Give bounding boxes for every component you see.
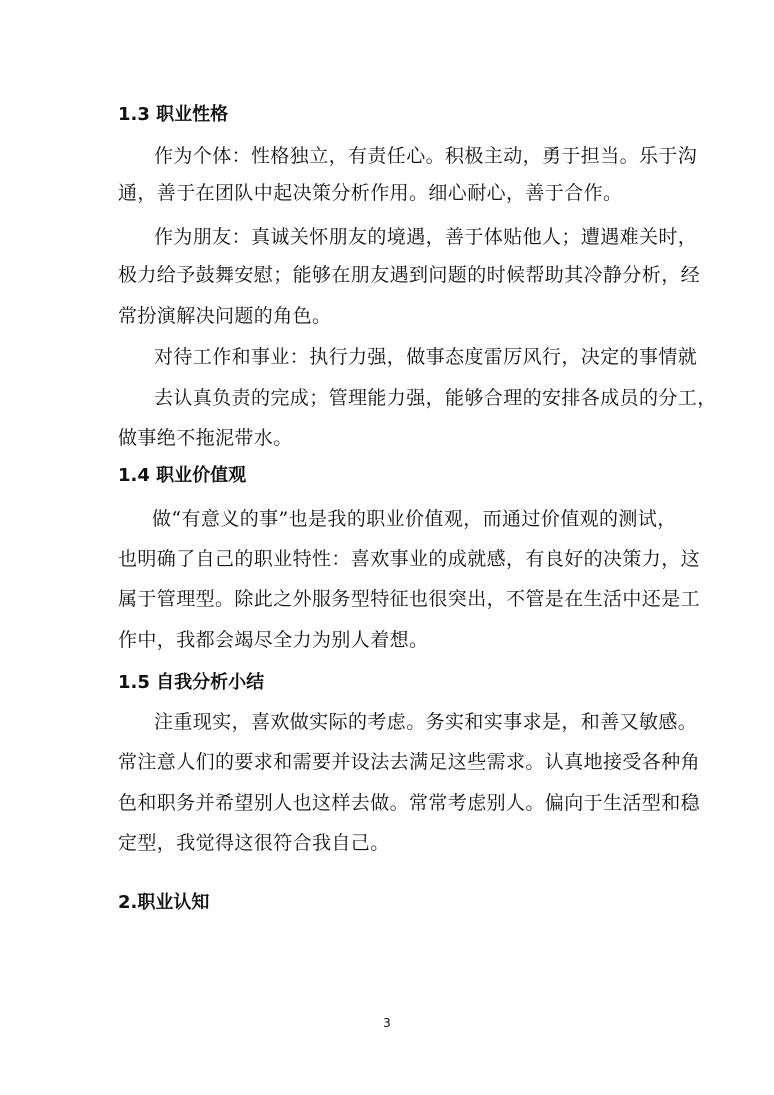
section-heading-1-4: 1.4 职业价值观 — [118, 465, 247, 486]
paragraph-line: 色和职务并希望别人也这样去做。常常考虑别人。偏向于生活型和稳 — [118, 792, 701, 814]
section-heading-1-5: 1.5 自我分析小结 — [118, 672, 265, 693]
paragraph-line: 也明确了自己的职业特性：喜欢事业的成就感，有良好的决策力，这 — [118, 548, 701, 570]
paragraph-line: 常注意人们的要求和需要并设法去满足这些需求。认真地接受各种角 — [118, 751, 701, 773]
paragraph-line: 做“有意义的事”也是我的职业价值观，而通过价值观的测试， — [152, 508, 677, 530]
paragraph-line: 作中，我都会竭尽全力为别人着想。 — [118, 629, 429, 651]
paragraph-line: 对待工作和事业：执行力强，做事态度雷厉风行，决定的事情就 — [154, 346, 698, 368]
paragraph-line: 定型，我觉得这很符合我自己。 — [118, 832, 390, 854]
paragraph-line: 极力给予鼓舞安慰；能够在朋友遇到问题的时候帮助其冷静分析，经 — [118, 264, 701, 286]
paragraph-line: 常扮演解决问题的角色。 — [118, 305, 332, 327]
paragraph-line: 做事绝不拖泥带水。 — [118, 427, 293, 449]
paragraph-line: 去认真负责的完成；管理能力强，能够合理的安排各成员的分工， — [154, 387, 717, 409]
section-heading-2: 2.职业认知 — [118, 892, 210, 913]
section-heading-1-3: 1.3 职业性格 — [118, 104, 229, 125]
paragraph-line: 通，善于在团队中起决策分析作用。细心耐心，善于合作。 — [118, 182, 623, 204]
page-number: 3 — [383, 1016, 391, 1030]
paragraph-line: 作为个体：性格独立，有责任心。积极主动，勇于担当。乐于沟 — [154, 145, 698, 167]
paragraph-line: 属于管理型。除此之外服务型特征也很突出，不管是在生活中还是工 — [118, 588, 701, 610]
paragraph-line: 注重现实，喜欢做实际的考虑。务实和实事求是，和善又敏感。 — [154, 711, 698, 733]
paragraph-line: 作为朋友：真诚关怀朋友的境遇，善于体贴他人；遭遇难关时， — [154, 226, 698, 248]
